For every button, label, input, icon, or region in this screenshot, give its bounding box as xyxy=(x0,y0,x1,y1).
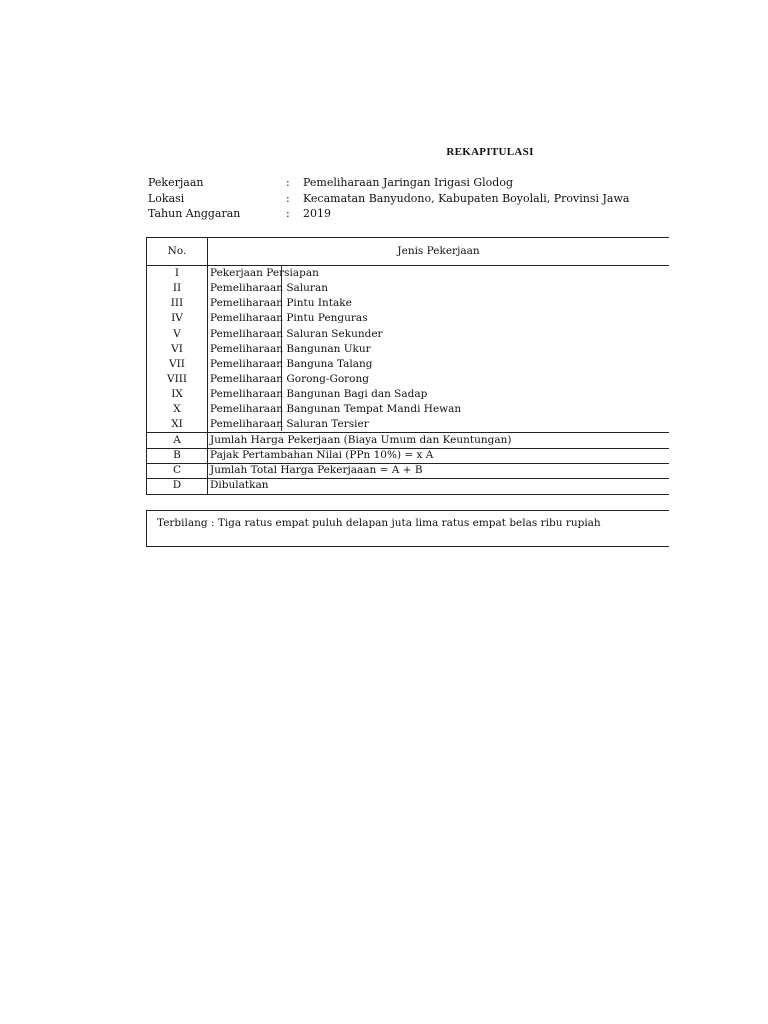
row-divider xyxy=(147,432,669,433)
info-value: 2019 xyxy=(303,207,331,220)
rekap-table xyxy=(146,237,669,495)
info-colon: : xyxy=(286,207,290,220)
table-row xyxy=(147,282,669,297)
row-jenis: Pajak Pertambahan Nilai (PPn 10%) = x A xyxy=(210,449,434,461)
row-no: D xyxy=(172,479,182,491)
summary-row-c xyxy=(147,464,669,479)
table-bottom-border xyxy=(147,494,669,495)
row-jenis: Dibulatkan xyxy=(210,479,269,491)
document-title: REKAPITULASI xyxy=(446,146,534,158)
summary-row-b xyxy=(147,449,669,464)
row-jenis: Pemeliharaan Saluran Tersier xyxy=(210,418,369,430)
header-jenis-pekerjaan: Jenis Pekerjaan xyxy=(397,245,480,257)
terbilang-text: Terbilang : Tiga ratus empat puluh delapan juta lima ratus empat belas ribu rupiah xyxy=(157,517,601,529)
row-no: C xyxy=(172,464,182,476)
header-no: No. xyxy=(167,245,187,257)
header-divider xyxy=(147,265,669,266)
table-row xyxy=(147,403,669,418)
row-no: B xyxy=(173,449,181,461)
row-jenis: Pemeliharaan Saluran Sekunder xyxy=(210,328,383,340)
row-no: IV xyxy=(171,312,183,324)
row-jenis: Pekerjaan Persiapan xyxy=(210,267,319,279)
row-jenis: Pemeliharaan Bangunan Tempat Mandi Hewan xyxy=(210,403,462,415)
info-colon: : xyxy=(286,176,290,189)
table-row xyxy=(147,358,669,373)
summary-row-d xyxy=(147,479,669,494)
terbilang-box xyxy=(146,510,669,547)
row-no: V xyxy=(173,328,181,340)
table-row xyxy=(147,312,669,327)
row-no: VII xyxy=(169,358,185,370)
info-colon: : xyxy=(286,191,290,205)
row-no: A xyxy=(173,434,181,446)
info-value: Kecamatan Banyudono, Kabupaten Boyolali, Provinsi Jawa xyxy=(303,191,630,205)
row-no: I xyxy=(174,267,180,279)
row-jenis: Jumlah Harga Pekerjaan (Biaya Umum dan Keuntungan) xyxy=(210,434,512,446)
table-row xyxy=(147,388,669,403)
row-no: II xyxy=(172,282,182,294)
row-no: IX xyxy=(171,388,183,400)
row-jenis: Pemeliharaan Bangunan Bagi dan Sadap xyxy=(210,388,428,400)
row-jenis: Pemeliharaan Pintu Penguras xyxy=(210,312,368,324)
row-jenis: Pemeliharaan Banguna Talang xyxy=(210,358,373,370)
table-row xyxy=(147,343,669,358)
info-label: Pekerjaan xyxy=(148,176,204,189)
table-row xyxy=(147,328,669,343)
row-no: VI xyxy=(171,343,183,355)
row-jenis: Pemeliharaan Bangunan Ukur xyxy=(210,343,371,355)
row-jenis: Pemeliharaan Gorong-Gorong xyxy=(210,373,369,385)
row-no: XI xyxy=(171,418,183,430)
info-label: Lokasi xyxy=(148,191,185,205)
row-no: III xyxy=(170,297,184,309)
row-no: X xyxy=(173,403,181,415)
table-row xyxy=(147,418,669,433)
summary-row-a xyxy=(147,434,669,449)
table-row xyxy=(147,267,669,282)
info-value: Pemeliharaan Jaringan Irigasi Glodog xyxy=(303,176,514,189)
table-row xyxy=(147,373,669,388)
row-jenis: Pemeliharaan Pintu Intake xyxy=(210,297,352,309)
info-label: Tahun Anggaran xyxy=(148,207,241,220)
row-no: VIII xyxy=(166,373,188,385)
row-jenis: Jumlah Total Harga Pekerjaaan = A + B xyxy=(210,464,423,476)
table-row xyxy=(147,297,669,312)
row-jenis: Pemeliharaan Saluran xyxy=(210,282,328,294)
